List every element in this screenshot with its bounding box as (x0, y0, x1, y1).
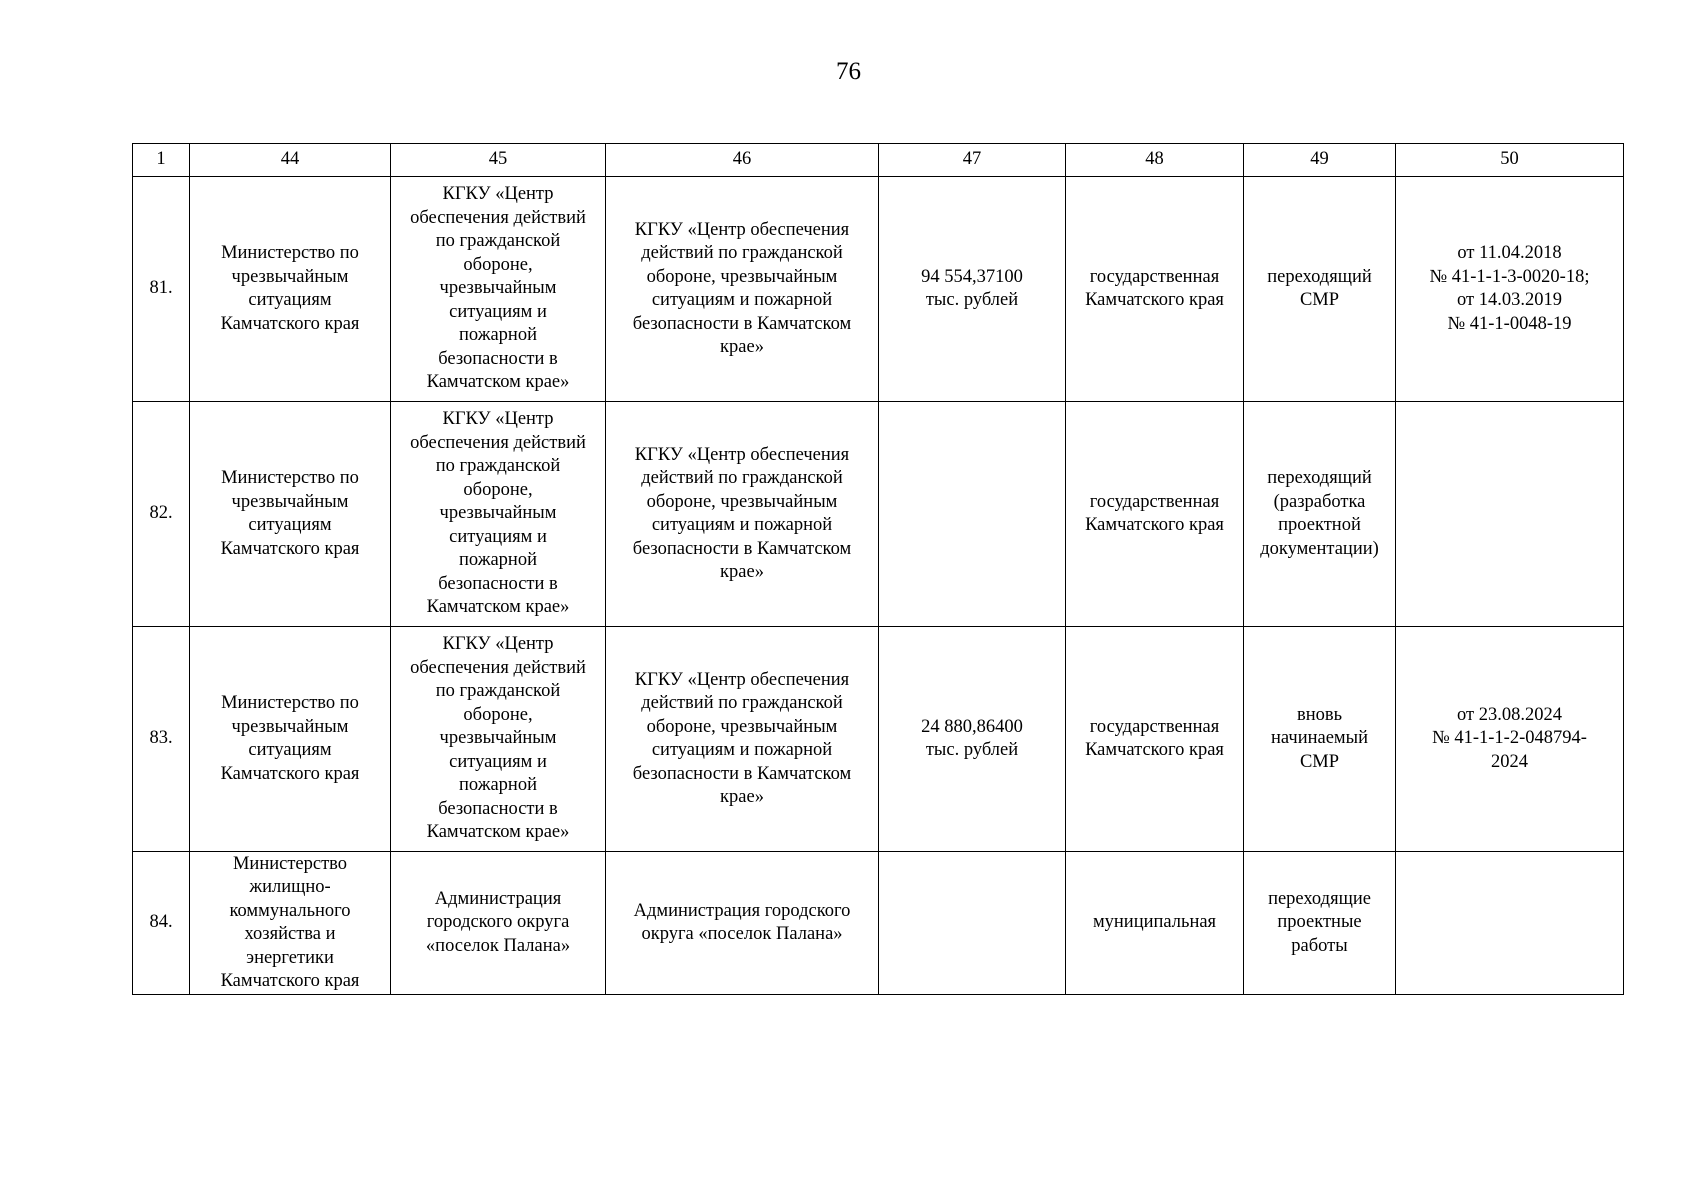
cell-line: ситуациям и пожарной (651, 290, 833, 310)
table-body (133, 177, 1624, 995)
cell-line: КГКУ «Центр (442, 634, 554, 655)
status-cell (1244, 402, 1396, 627)
ministry-cell (190, 177, 391, 402)
status-cell (1244, 852, 1396, 995)
cell-line: хозяйства и (244, 924, 336, 944)
cell-line: КГКУ «Центр обеспечения (634, 669, 850, 690)
ministry-cell (190, 852, 391, 995)
cell-line: Администрация городского (633, 900, 851, 921)
cell-line: чрезвычайным (439, 503, 557, 524)
cell-line: Камчатского края (1085, 740, 1224, 760)
cell-line: пожарной (459, 550, 537, 571)
cell-line: безопасности в (438, 573, 558, 594)
ownership-cell (1066, 402, 1244, 627)
cell-line: ситуациям и (449, 751, 547, 772)
cell-line: по гражданской (435, 231, 561, 252)
cell-line: № 41-1-1-3-0020-18; (1429, 266, 1590, 287)
cell-line: ситуациям и пожарной (651, 740, 833, 760)
cell-line: крае» (720, 562, 764, 582)
cell-line: от 14.03.2019 (1457, 290, 1562, 310)
cell-line: КГКУ «Центр (442, 409, 554, 430)
row-number-cell: 83. (133, 627, 190, 852)
cell-line: КГКУ «Центр обеспечения (634, 219, 850, 240)
developer-cell (606, 402, 879, 627)
page-number: 76 (836, 58, 861, 85)
customer-cell (391, 627, 606, 852)
cell-line: Камчатского края (1085, 515, 1224, 535)
developer-cell (606, 852, 879, 995)
cell-line: обороне, (463, 479, 533, 500)
cell-line: пожарной (459, 775, 537, 796)
cost-cell (879, 852, 1066, 995)
cell-line: 24 880,86400 (921, 716, 1023, 737)
cost-cell (879, 402, 1066, 627)
cell-line: пожарной (459, 325, 537, 346)
cell-line: ситуациям (248, 290, 332, 310)
column-number-cell: 50 (1396, 144, 1624, 177)
cell-line: проектные (1277, 912, 1362, 933)
column-number-cell: 47 (879, 144, 1066, 177)
registry-table (132, 143, 1624, 995)
cell-line: ситуациям (248, 515, 332, 535)
developer-cell (606, 177, 879, 402)
cell-line: Министерство по (221, 693, 359, 713)
cell-line: муниципальная (1092, 912, 1217, 933)
cell-line: чрезвычайным (439, 278, 557, 299)
cell-line: обеспечения действий (410, 207, 586, 228)
cell-line: обороне, чрезвычайным (646, 491, 838, 512)
cell-line: государственная (1089, 491, 1220, 512)
cell-line: обороне, чрезвычайным (646, 716, 838, 737)
column-number-cell: 46 (606, 144, 879, 177)
cell-line: Министерство (232, 853, 348, 874)
cell-line: действий по гражданской (641, 243, 843, 263)
cell-line: Камчатского края (220, 538, 360, 559)
cell-line: действий по гражданской (641, 468, 843, 488)
cell-line: Администрация (434, 888, 562, 909)
cell-line: обороне, (463, 704, 533, 725)
cell-line: Министерство по (221, 468, 359, 488)
cell-line: документации) (1260, 538, 1379, 559)
cell-line: обеспечения действий (410, 657, 586, 678)
cell-line: по гражданской (435, 681, 561, 702)
cell-line: ситуациям и (449, 526, 547, 547)
cell-line: безопасности в Камчатском (632, 763, 852, 784)
customer-cell (391, 852, 606, 995)
table-row (133, 177, 1624, 402)
cell-line: Министерство по (221, 243, 359, 263)
table-row (133, 402, 1624, 627)
cell-line: переходящие (1268, 888, 1371, 909)
cell-line: № 41-1-1-2-048794- (1432, 728, 1587, 749)
developer-cell (606, 627, 879, 852)
cell-line: работы (1291, 935, 1348, 956)
cell-line: (разработка (1273, 491, 1366, 512)
cell-line: от 23.08.2024 (1457, 704, 1562, 725)
column-number-cell: 49 (1244, 144, 1396, 177)
cell-line: безопасности в Камчатском (632, 313, 852, 334)
cell-line: Камчатском крае» (426, 597, 570, 618)
cell-line: безопасности в (438, 348, 558, 369)
cell-line: КГКУ «Центр (442, 184, 554, 205)
customer-cell (391, 402, 606, 627)
cell-line: Камчатского края (220, 763, 360, 784)
cell-line: «поселок Палана» (425, 935, 571, 956)
cell-line: чрезвычайным (231, 491, 349, 512)
expertise-cell (1396, 402, 1624, 627)
cell-line: проектной (1278, 515, 1361, 535)
column-number-row (133, 144, 1624, 177)
cell-line: жилищно- (249, 877, 331, 897)
ownership-cell (1066, 627, 1244, 852)
column-number-cell: 1 (133, 144, 190, 177)
cell-line: по гражданской (435, 456, 561, 477)
cell-line: обороне, (463, 254, 533, 275)
cell-line: обороне, чрезвычайным (646, 266, 838, 287)
ownership-cell (1066, 852, 1244, 995)
expertise-cell (1396, 852, 1624, 995)
cell-line: округа «поселок Палана» (641, 924, 843, 944)
cell-line: энергетики (246, 947, 334, 968)
cell-line: ситуациям (248, 740, 332, 760)
cost-cell (879, 177, 1066, 402)
cell-line: КГКУ «Центр обеспечения (634, 444, 850, 465)
row-number-cell: 84. (133, 852, 190, 995)
cell-line: обеспечения действий (410, 432, 586, 453)
status-cell (1244, 627, 1396, 852)
cell-line: Камчатского края (220, 971, 360, 991)
cell-line: 94 554,37100 (921, 266, 1023, 287)
table-row (133, 852, 1624, 995)
expertise-cell (1396, 177, 1624, 402)
cell-line: начинаемый (1271, 728, 1368, 749)
cell-line: чрезвычайным (231, 716, 349, 737)
column-number-cell: 44 (190, 144, 391, 177)
cell-line: ситуациям и (449, 301, 547, 322)
cell-line: вновь (1296, 704, 1343, 725)
cell-line: государственная (1089, 266, 1220, 287)
cell-line: переходящий (1267, 468, 1372, 488)
expertise-cell (1396, 627, 1624, 852)
status-cell (1244, 177, 1396, 402)
cell-line: городского округа (426, 912, 570, 933)
cell-line: № 41-1-0048-19 (1447, 313, 1572, 334)
cell-line: тыс. рублей (925, 290, 1019, 310)
cell-line: от 11.04.2018 (1457, 243, 1562, 263)
ownership-cell (1066, 177, 1244, 402)
cell-line: Камчатского края (1085, 290, 1224, 310)
cell-line: СМР (1299, 290, 1340, 310)
cell-line: ситуациям и пожарной (651, 515, 833, 535)
cell-line: тыс. рублей (925, 740, 1019, 760)
column-number-cell: 45 (391, 144, 606, 177)
cell-line: Камчатском крае» (426, 822, 570, 843)
cell-line: переходящий (1267, 266, 1372, 287)
cell-line: крае» (720, 337, 764, 357)
customer-cell (391, 177, 606, 402)
cell-line: СМР (1299, 751, 1340, 772)
ministry-cell (190, 627, 391, 852)
cell-line: чрезвычайным (231, 266, 349, 287)
cell-line: Камчатском крае» (426, 372, 570, 393)
row-number-cell: 82. (133, 402, 190, 627)
cell-line: действий по гражданской (641, 693, 843, 713)
table-row (133, 627, 1624, 852)
cost-cell (879, 627, 1066, 852)
cell-line: коммунального (229, 900, 351, 921)
cell-line: крае» (720, 787, 764, 807)
cell-line: чрезвычайным (439, 728, 557, 749)
row-number-cell: 81. (133, 177, 190, 402)
cell-line: государственная (1089, 716, 1220, 737)
column-number-cell: 48 (1066, 144, 1244, 177)
cell-line: 2024 (1491, 751, 1528, 772)
cell-line: безопасности в (438, 798, 558, 819)
ministry-cell (190, 402, 391, 627)
cell-line: безопасности в Камчатском (632, 538, 852, 559)
cell-line: Камчатского края (220, 313, 360, 334)
